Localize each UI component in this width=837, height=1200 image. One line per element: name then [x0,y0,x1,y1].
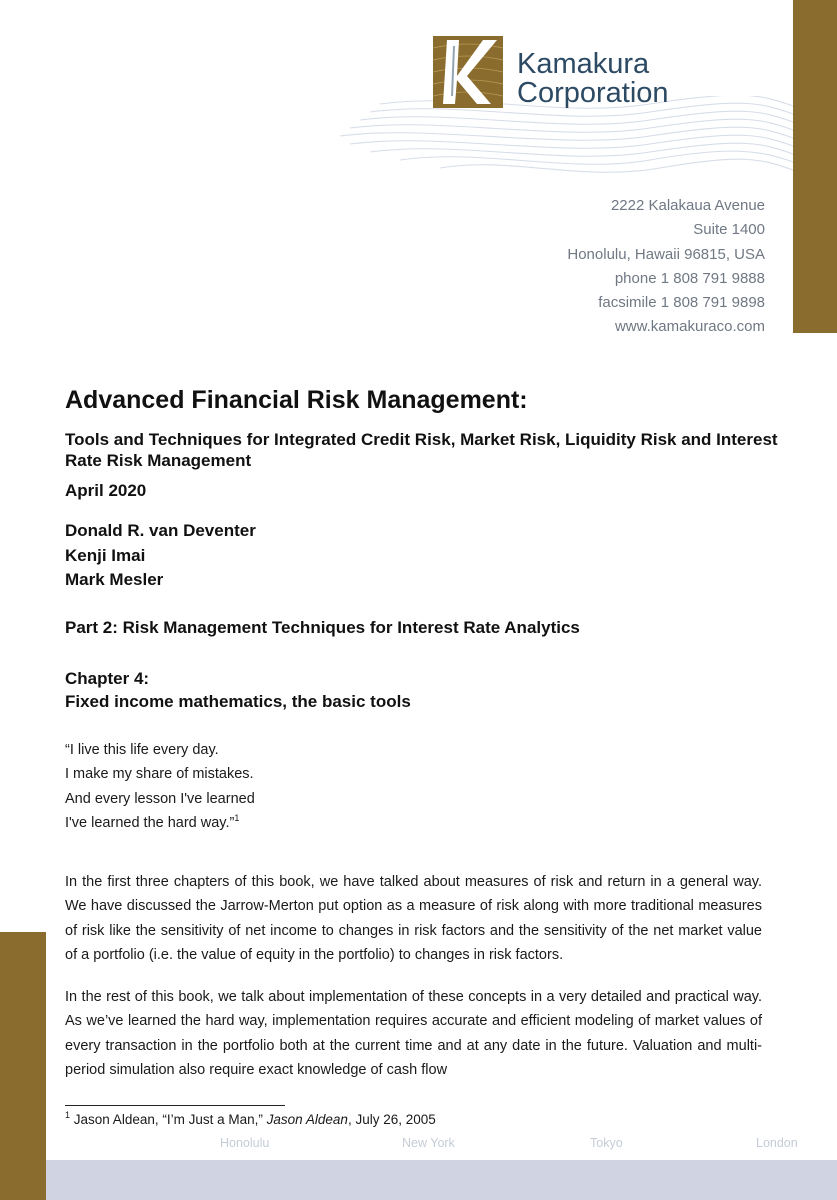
body-paragraph-1: In the first three chapters of this book, we have talked about measures of risk and return in a general way. We have discussed the Jarrow-Merton put option as a measure of risk along with more traditional measures of risk like the sensitivity of net income to changes in risk factors and the sensitivity of the net market value of a portfolio (i.e. the value of equity in the portfolio) to changes in risk factors. [65,874,762,964]
chapter-heading [65,667,411,713]
footer-city: New York [402,1136,455,1150]
footer-city-list [220,1136,800,1154]
address-phone: phone 1 808 791 9888 [614,269,765,287]
document-subtitle: Tools and Techniques for Integrated Credit Risk, Market Risk, Liquidity Risk and Interest Rate Risk Management [65,430,778,470]
gold-accent-bar-left [0,932,46,1200]
footer-city: London [756,1136,798,1150]
kamakura-k-icon [433,36,503,108]
footnote-number: 1 [65,1110,71,1120]
footer-city: Tokyo [590,1136,623,1150]
address-street: 2222 Kalakaua Avenue [610,197,765,214]
footnote-divider [65,1105,285,1106]
company-logo [433,36,793,126]
footnote [65,1112,436,1127]
author-list [65,519,256,593]
quote-line: “I live this life every day. [65,742,219,758]
footer-city: Honolulu [220,1136,270,1150]
company-name-line2: Corporation [517,77,669,109]
address-city: Honolulu, Hawaii 96815, USA [567,245,765,263]
document-date: April 2020 [65,481,147,500]
epigraph-quote [65,738,255,835]
author-name: Mark Mesler [65,570,164,589]
author-name: Kenji Imai [65,545,146,565]
address-block [567,194,765,340]
chapter-label: Chapter 4: [65,669,150,688]
footnote-date: , July 26, 2005 [347,1112,436,1127]
quote-line: And every lesson I've learned [65,790,255,807]
footnote-source: Jason Aldean [266,1112,348,1127]
body-paragraph-2: In the rest of this book, we talk about implementation of these concepts in a very detailed and practical way. As we’ve learned the hard way, implementation requires accurate and efficient modeling of market values of every transaction in the portfolio both at the current time and at any date in the future. Valuation and multi-period simulation also require exact knowledge of cash flow [65,989,762,1079]
footer-band [46,1160,837,1200]
company-name [517,50,669,108]
quote-line: I've learned the hard way.”$^1$ [65,812,240,831]
chapter-title: Fixed income mathematics, the basic tools [65,692,411,711]
gold-accent-bar-top [793,0,837,333]
footnote-text: Jason Aldean, “I’m Just a Man,” [73,1112,267,1127]
footnote-reference[interactable]: 1 [234,812,240,823]
author-name: Donald R. van Deventer [65,521,256,540]
address-fax: facsimile 1 808 791 9898 [598,294,765,312]
quote-line: I make my share of mistakes. [65,766,254,783]
address-website[interactable]: www.kamakuraco.com [614,318,765,336]
address-suite: Suite 1400 [693,221,765,239]
company-name-line1: Kamakura [517,48,650,80]
part-heading: Part 2: Risk Management Techniques for Interest Rate Analytics [65,618,580,637]
document-title: Advanced Financial Risk Management: [65,386,528,414]
